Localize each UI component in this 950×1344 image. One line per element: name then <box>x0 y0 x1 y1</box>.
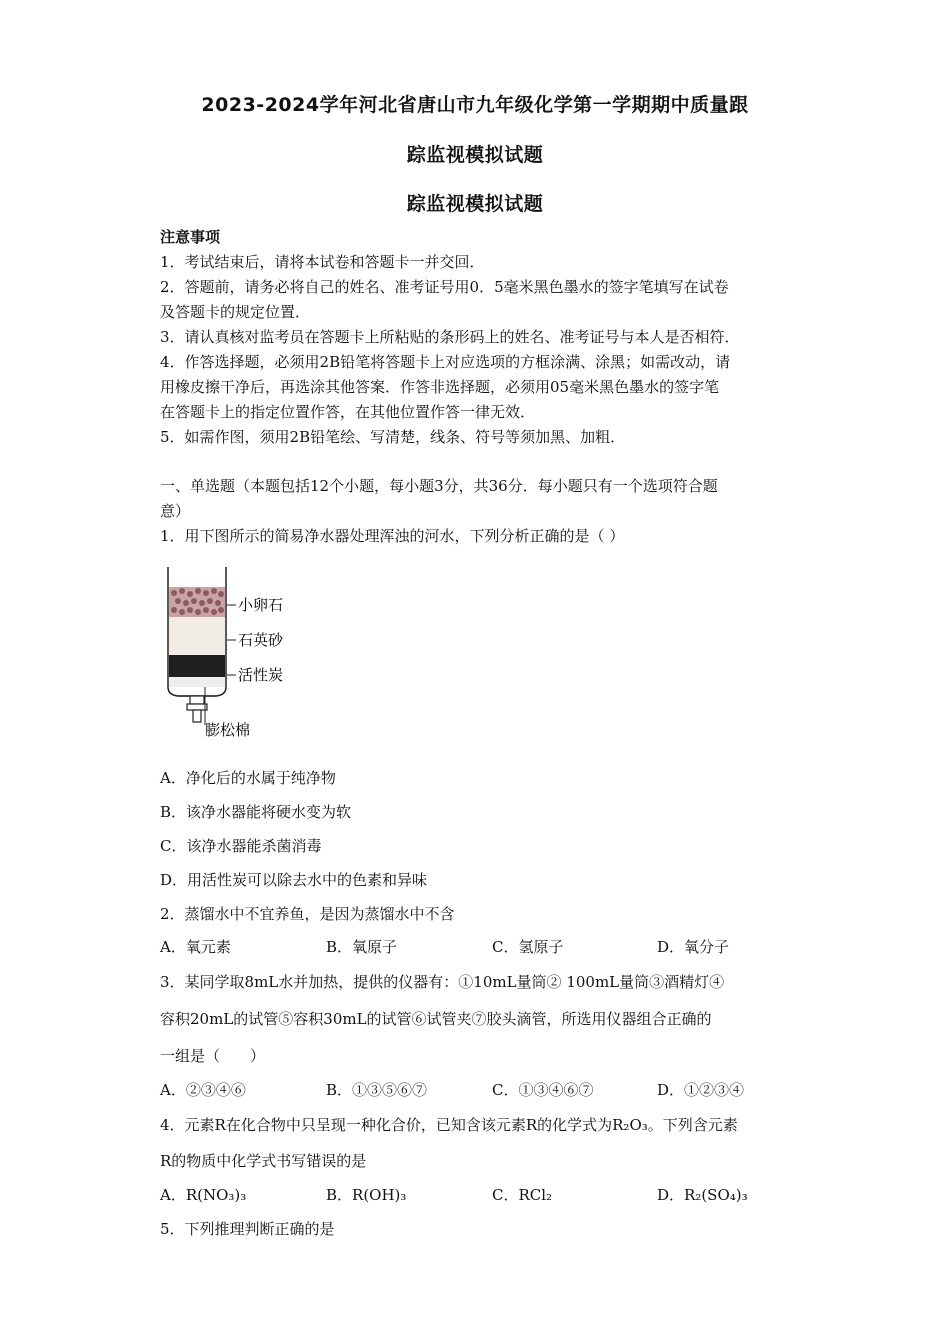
question-3-stem: 3．某同学取8mL水并加热，提供的仪器有：①10mL量筒② 100mL量筒③酒精灯④ <box>160 973 725 991</box>
question-2-option-c: C．氢原子 <box>492 938 564 956</box>
sand-layer <box>169 617 225 655</box>
notice-heading: 注意事项 <box>160 228 221 246</box>
page-title: 2023-2024学年河北省唐山市九年级化学第一学期期中质量跟 <box>201 94 749 116</box>
question-1-option-b: B．该净水器能将硬水变为软 <box>160 803 352 821</box>
label-carbon: 活性炭 <box>238 666 284 684</box>
question-4-option-b: B．R(OH)₃ <box>326 1186 407 1204</box>
question-5-stem: 5．下列推理判断正确的是 <box>160 1220 335 1238</box>
notice-item: 1．考试结束后，请将本试卷和答题卡一并交回． <box>160 253 485 271</box>
question-3-stem-end: 一组是（ ） <box>160 1047 266 1065</box>
question-2-stem: 2．蒸馏水中不宜养鱼，是因为蒸馏水中不含 <box>160 905 455 923</box>
notice-item: 用橡皮擦干净后，再选涂其他答案．作答非选择题，必须用05毫米黑色墨水的签字笔 <box>160 378 720 396</box>
question-1-option-a: A．净化后的水属于纯净物 <box>160 769 336 787</box>
label-cotton: 膨松棉 <box>205 721 251 739</box>
notice-item: 5．如需作图，须用2B铅笔绘、写清楚，线条、符号等须加黑、加粗． <box>160 428 626 446</box>
cotton-layer <box>169 677 225 687</box>
label-pebble: 小卵石 <box>238 596 284 614</box>
question-1-option-c: C．该净水器能杀菌消毒 <box>160 837 322 855</box>
question-4-stem: 4．元素R在化合物中只呈现一种化合价，已知含该元素R的化学式为R₂O₃。下列含元素 <box>160 1116 738 1134</box>
question-1-stem: 1．用下图所示的简易净水器处理浑浊的河水，下列分析正确的是（ ） <box>160 527 625 545</box>
question-3-option-b: B．①③⑤⑥⑦ <box>326 1081 428 1099</box>
section-heading: 一、单选题（本题包括12个小题，每小题3分，共36分．每小题只有一个选项符合题 <box>160 477 718 495</box>
question-3-option-a: A．②③④⑥ <box>160 1081 246 1099</box>
question-1-option-d: D．用活性炭可以除去水中的色素和异味 <box>160 871 428 889</box>
question-3-option-c: C．①③④⑥⑦ <box>492 1081 594 1099</box>
question-4-option-d: D．R₂(SO₄)₃ <box>657 1186 748 1204</box>
question-4-option-c: C．RCl₂ <box>492 1186 553 1204</box>
page-title-continued: 踪监视模拟试题 <box>406 144 544 166</box>
question-3-stem-continued: 容积20mL的试管⑤容积30mL的试管⑥试管夹⑦胶头滴管，所选用仪器组合正确的 <box>160 1010 712 1028</box>
notice-item: 4．作答选择题，必须用2B铅笔将答题卡上对应选项的方框涂满、涂黑；如需改动，请 <box>160 353 731 371</box>
question-2-option-d: D．氧分子 <box>657 938 730 956</box>
label-sand: 石英砂 <box>238 631 284 649</box>
carbon-layer <box>169 655 225 677</box>
question-2-option-b: B．氧原子 <box>326 938 398 956</box>
notice-item: 及答题卡的规定位置． <box>160 303 311 321</box>
question-4-option-a: A．R(NO₃)₃ <box>160 1186 247 1204</box>
notice-item: 3．请认真核对监考员在答题卡上所粘贴的条形码上的姓名、准考证号与本人是否相符． <box>160 328 740 346</box>
question-4-stem-continued: R的物质中化学式书写错误的是 <box>160 1152 367 1170</box>
notice-item: 在答题卡上的指定位置作答，在其他位置作答一律无效． <box>160 403 536 421</box>
page-subtitle: 踪监视模拟试题 <box>406 193 544 215</box>
water-filter-diagram <box>160 565 300 745</box>
question-3-option-d: D．①②③④ <box>657 1081 745 1099</box>
notice-item: 2．答题前，请务必将自己的姓名、准考证号用0．5毫米黑色墨水的签字笔填写在试卷 <box>160 278 729 296</box>
question-2-option-a: A．氧元素 <box>160 938 231 956</box>
section-heading-continued: 意） <box>160 502 191 520</box>
